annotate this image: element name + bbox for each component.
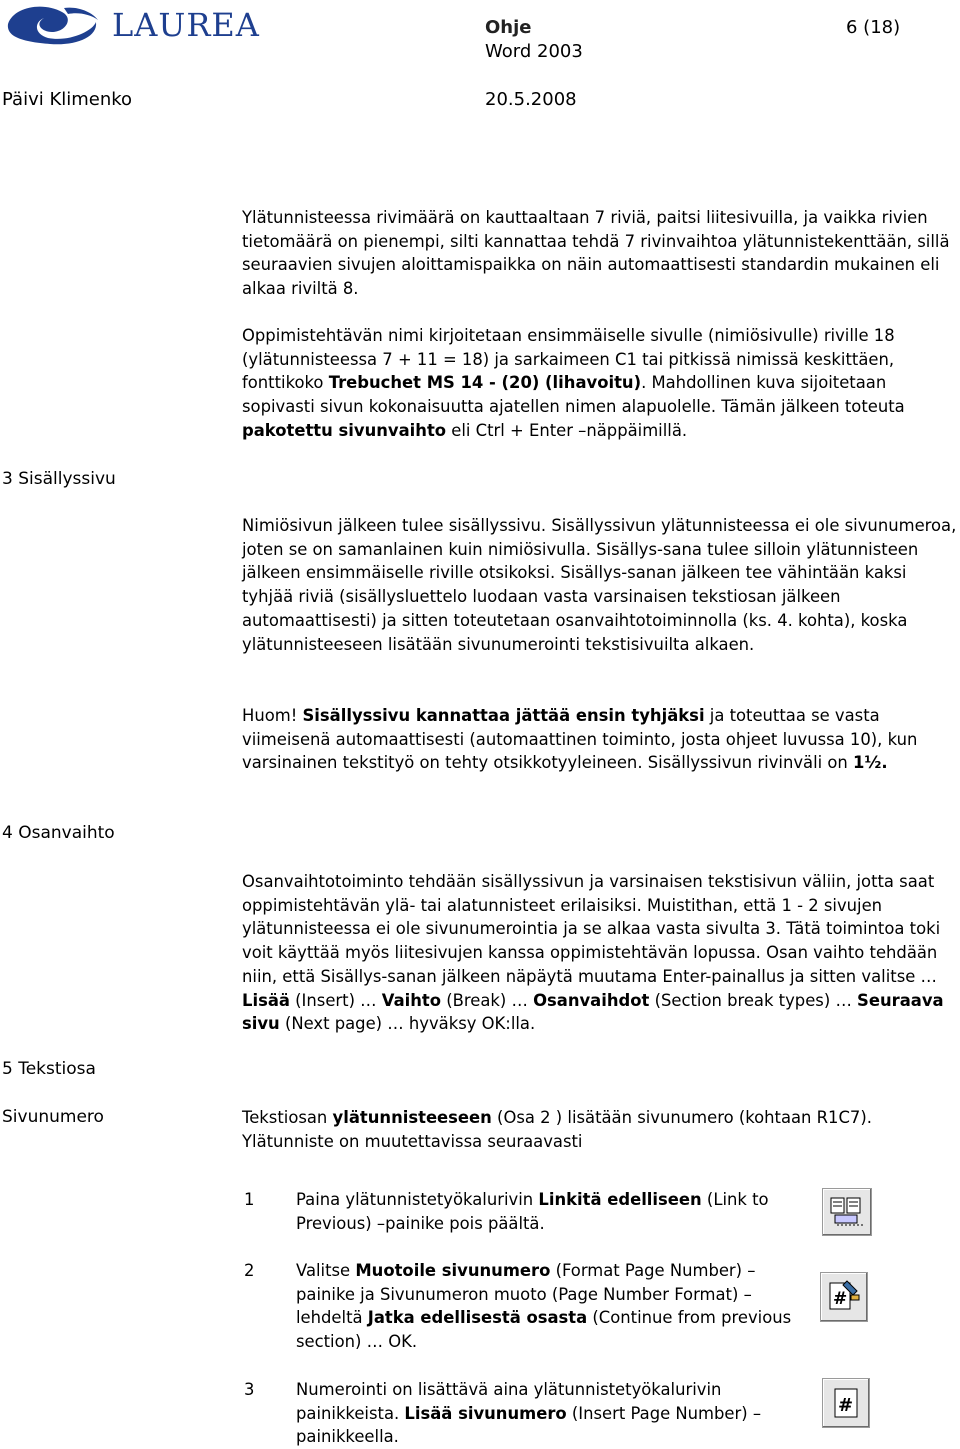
page-number: 6 (18) xyxy=(846,17,901,38)
tekstiosa-paragraph: Tekstiosan ylätunnisteeseen (Osa 2 ) lisätään sivunumero (kohtaan R1C7). Ylätunniste on muutettavissa seuraavasti xyxy=(242,1108,872,1151)
svg-text:#: # xyxy=(838,1395,854,1416)
link-to-previous-icon xyxy=(822,1188,872,1236)
laurea-logo xyxy=(4,2,260,46)
insert-page-number-icon xyxy=(822,1378,870,1428)
step-text-1: Paina ylätunnistetyökalurivin Linkitä edelliseen (Link to Previous) –painike pois päältä. xyxy=(296,1190,769,1233)
laurea-emblem-icon xyxy=(4,2,104,46)
doc-title: Ohje xyxy=(485,17,532,38)
intro-paragraph-2: Oppimistehtävän nimi kirjoitetaan ensimmäiselle sivulle (nimiösivulle) riville 18 (ylätunnisteessa 7 + 11 = 18) ja sarkaimeen C1 tai pitkissä nimissä keskittäen, fonttikoko Trebuchet MS 14 - (20) (lihavoitu). Mahdollinen kuva sijoitetaan sopivasti sivun kokonaisuutta ajatellen nimen alapuolelle. Tämän jälkeen toteuta pakotettu sivunvaihto eli Ctrl + Enter –näppäimillä. xyxy=(242,326,905,440)
font-spec: Trebuchet MS 14 - (20) (lihavoitu) xyxy=(328,373,642,393)
step-number-2: 2 xyxy=(244,1261,255,1280)
author-name: Päivi Klimenko xyxy=(2,89,133,110)
doc-date: 20.5.2008 xyxy=(485,89,577,110)
sisallys-paragraph-1: Nimiösivun jälkeen tulee sisällyssivu. Sisällyssivun ylätunnisteessa ei ole sivunumeroa, joten se on samanlainen kuin nimiösivulla. Sisällys-sana tulee silloin ylätunnisteen jälkeen ensimmäiselle riville otsikoksi. Sisällys-sanan jälkeen tee vähintään kaksi tyhjää riviä (sisällysluettelo luodaan vasta varsinaisen tekstiosan jälkeen automaattisesti) ja sitten toteutetaan osanvaihtotoiminnolla (ks. 4. kohta), koska ylätunnisteeseen lisätään sivunumerointi tekstisivuilta alkaen. xyxy=(242,516,957,654)
section-heading-4: 4 Osanvaihto xyxy=(2,823,115,843)
svg-text:#: # xyxy=(833,1289,848,1309)
step-text-2: Valitse Muotoile sivunumero (Format Page Number) –painike ja Sivunumeron muoto (Page Number Format) –lehdeltä Jatka edellisestä osasta (Continue from previous section) … OK. xyxy=(296,1261,792,1352)
doc-subtitle: Word 2003 xyxy=(485,41,583,62)
sisallys-paragraph-2: Huom! Sisällyssivu kannattaa jättää ensin tyhjäksi ja toteuttaa se vasta viimeisenä automaattisesti (automaattinen toiminto, josta ohjeet luvussa 10), kun varsinainen tekstityö on tehty otsikkotyyleineen. Sisällyssivun rivinväli on 1½. xyxy=(242,706,918,773)
section-heading-5: 5 Tekstiosa xyxy=(2,1059,96,1079)
osanvaihto-paragraph: Osanvaihtotoiminto tehdään sisällyssivun ja varsinaisen tekstisivun väliin, jotta saat oppimistehtävän ylä- tai alatunnisteet erilaisiksi. Muistithan, että 1 - 2 sivujen ylätunnisteessa ei ole sivunumerointia ja se alkaa vasta sivulta 3. Tätä toimintoa toki voit käyttää myös liitesivujen kanssa oppimistehtävän lopussa. Osan vaihto tehdään niin, että Sisällys-sanan jälkeen näpäytä muutama Enter-painallus ja sitten valitse … Lisää (Insert) … Vaihto (Break) … Osanvaihdot (Section break types) … Seuraava sivu (Next page) … hyväksy OK:lla. xyxy=(242,872,944,1034)
step-number-1: 1 xyxy=(244,1190,255,1209)
logo-wordmark: LAUREA xyxy=(112,6,260,44)
sivunumero-label: Sivunumero xyxy=(2,1107,104,1127)
intro-paragraph-1: Ylätunnisteessa rivimäärä on kauttaaltaan 7 riviä, paitsi liitesivuilla, ja vaikka rivien tietomäärä on pienempi, silti kannattaa tehdä 7 rivinvaihtoa ylätunnistekenttään, sillä seuraavien sivujen aloittamispaikka on näin automaattisesti standardin mukainen eli alkaa riviltä 8. xyxy=(242,208,950,299)
format-page-number-icon xyxy=(820,1272,868,1322)
section-heading-3: 3 Sisällyssivu xyxy=(2,469,116,489)
step-text-3: Numerointi on lisättävä aina ylätunnistetyökalurivin painikkeista. Lisää sivunumero (Insert Page Number) –painikkeella. xyxy=(296,1380,762,1447)
step-number-3: 3 xyxy=(244,1380,255,1399)
forced-page-break: pakotettu sivunvaihto xyxy=(242,420,447,440)
